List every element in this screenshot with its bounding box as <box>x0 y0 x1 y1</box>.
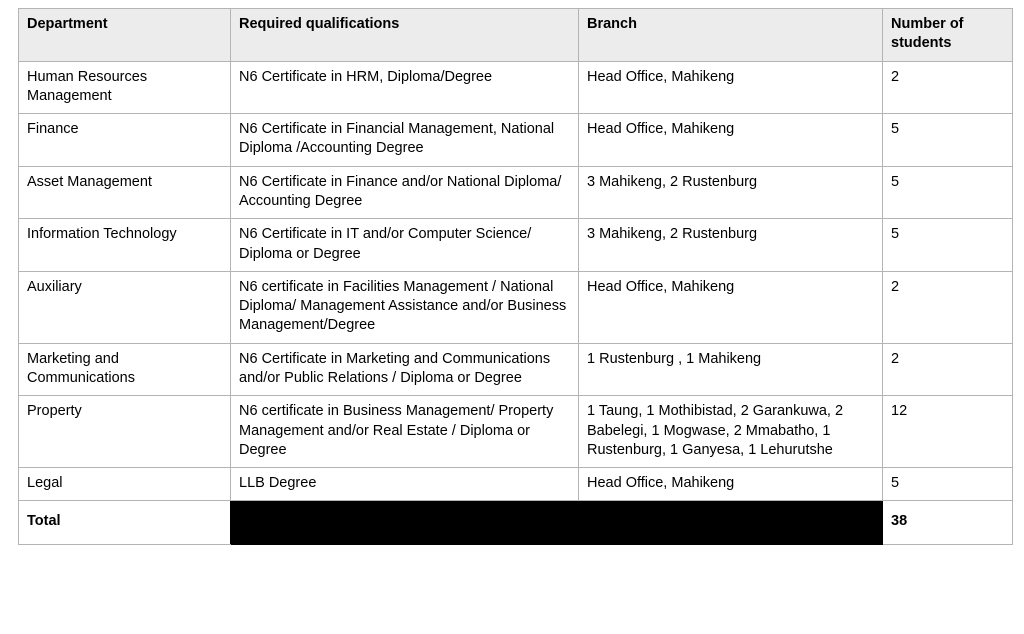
cell-department: Finance <box>19 114 231 167</box>
cell-total-label: Total <box>19 501 231 544</box>
cell-branch: Head Office, Mahikeng <box>579 468 883 501</box>
cell-students: 12 <box>883 396 1013 468</box>
cell-qualifications: N6 Certificate in Finance and/or National Diploma/ Accounting Degree <box>231 166 579 219</box>
cell-qualifications: LLB Degree <box>231 468 579 501</box>
cell-students: 2 <box>883 343 1013 396</box>
cell-department: Marketing and Communications <box>19 343 231 396</box>
table-row <box>19 271 1013 343</box>
cell-total-branch-redacted <box>579 501 883 544</box>
cell-branch: 1 Taung, 1 Mothibistad, 2 Garankuwa, 2 Babelegi, 1 Mogwase, 2 Mmabatho, 1 Rustenburg, 1 Ganyesa, 1 Lehurutshe <box>579 396 883 468</box>
cell-students: 2 <box>883 61 1013 114</box>
cell-branch: 1 Rustenburg , 1 Mahikeng <box>579 343 883 396</box>
column-header-required-qualifications: Required qualifications <box>231 9 579 62</box>
cell-department: Auxiliary <box>19 271 231 343</box>
cell-total-qualifications-redacted <box>231 501 579 544</box>
cell-qualifications: N6 certificate in Facilities Management / National Diploma/ Management Assistance and/or Business Management/Degree <box>231 271 579 343</box>
cell-department: Human Resources Management <box>19 61 231 114</box>
table-row <box>19 468 1013 501</box>
cell-branch: 3 Mahikeng, 2 Rustenburg <box>579 166 883 219</box>
cell-total-students: 38 <box>883 501 1013 544</box>
table-row <box>19 343 1013 396</box>
column-header-department: Department <box>19 9 231 62</box>
cell-students: 5 <box>883 219 1013 272</box>
cell-branch: 3 Mahikeng, 2 Rustenburg <box>579 219 883 272</box>
table-header <box>19 9 1013 62</box>
cell-qualifications: N6 certificate in Business Management/ Property Management and/or Real Estate / Diploma or Degree <box>231 396 579 468</box>
cell-qualifications: N6 Certificate in IT and/or Computer Science/ Diploma or Degree <box>231 219 579 272</box>
table-row <box>19 396 1013 468</box>
cell-students: 5 <box>883 166 1013 219</box>
column-header-branch: Branch <box>579 9 883 62</box>
cell-qualifications: N6 Certificate in HRM, Diploma/Degree <box>231 61 579 114</box>
column-header-number-of-students: Number of students <box>883 9 1013 62</box>
cell-qualifications: N6 Certificate in Financial Management, National Diploma /Accounting Degree <box>231 114 579 167</box>
cell-branch: Head Office, Mahikeng <box>579 61 883 114</box>
cell-students: 2 <box>883 271 1013 343</box>
table-row <box>19 61 1013 114</box>
cell-department: Information Technology <box>19 219 231 272</box>
cell-branch: Head Office, Mahikeng <box>579 114 883 167</box>
cell-department: Property <box>19 396 231 468</box>
cell-department: Legal <box>19 468 231 501</box>
cell-qualifications: N6 Certificate in Marketing and Communications and/or Public Relations / Diploma or Degree <box>231 343 579 396</box>
cell-students: 5 <box>883 468 1013 501</box>
qualifications-table <box>18 8 1013 545</box>
table-row <box>19 114 1013 167</box>
table-row <box>19 166 1013 219</box>
table-row <box>19 219 1013 272</box>
cell-branch: Head Office, Mahikeng <box>579 271 883 343</box>
cell-students: 5 <box>883 114 1013 167</box>
table-total-row <box>19 501 1013 544</box>
cell-department: Asset Management <box>19 166 231 219</box>
table-body <box>19 61 1013 544</box>
table-header-row <box>19 9 1013 62</box>
